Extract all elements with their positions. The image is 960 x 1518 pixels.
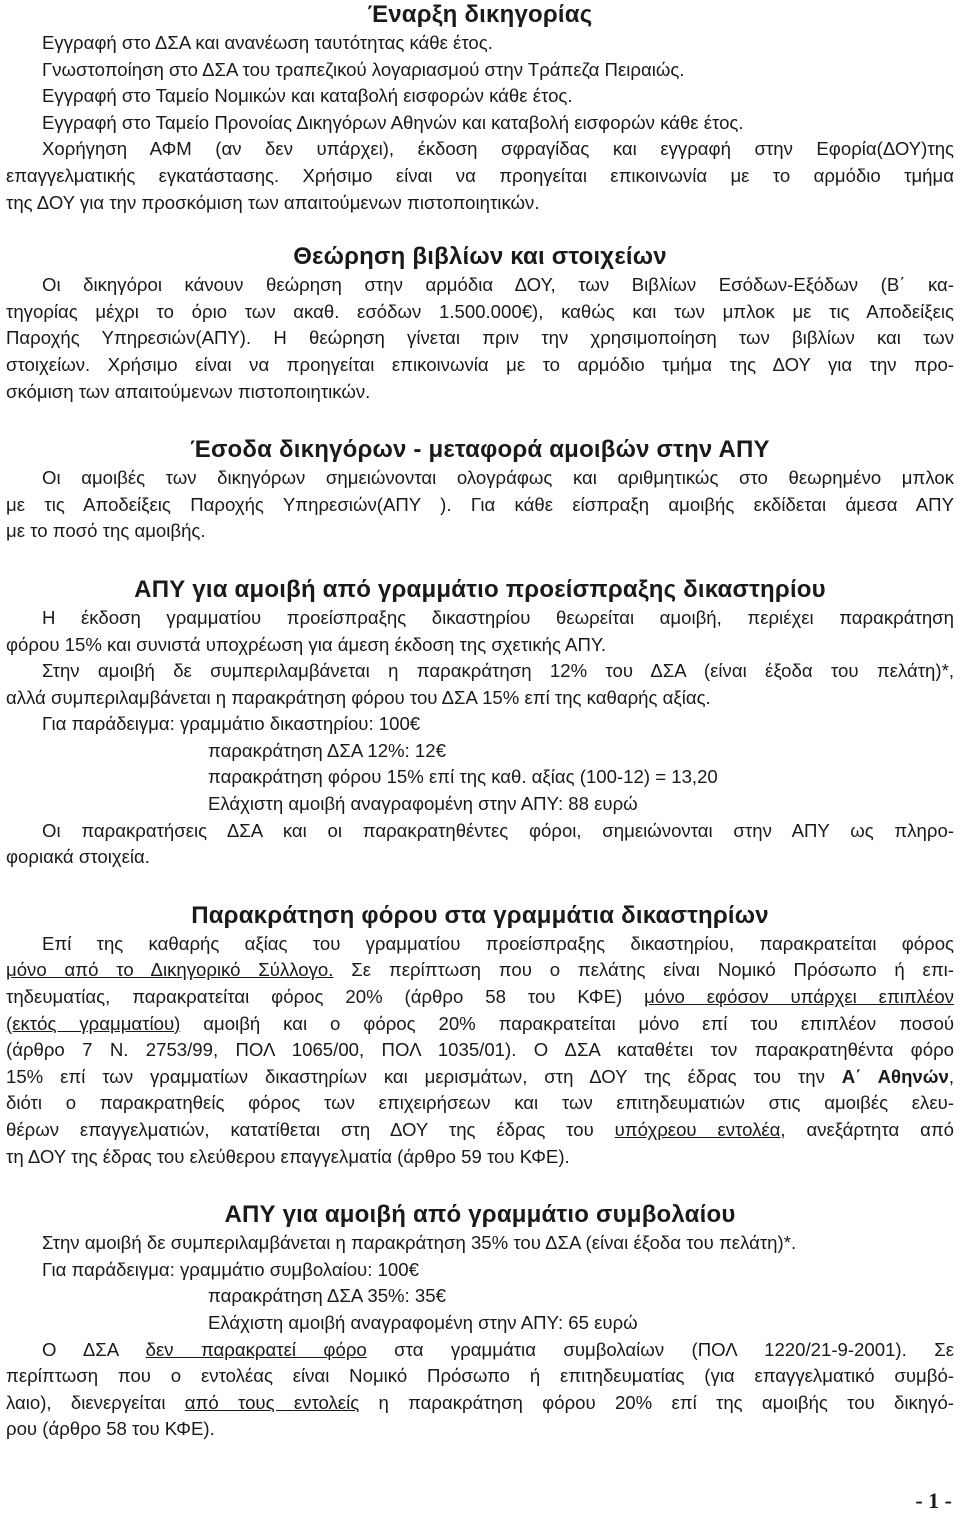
text-line: Γνωστοποίηση στο ΔΣΑ του τραπεζικού λογαριασμού στην Τράπεζα Πειραιώς. <box>42 58 685 80</box>
underlined-text: μόνο από το Δικηγορικό Σύλλογο. <box>6 959 334 981</box>
text-line <box>6 984 954 1011</box>
text-line: Οι παρακρατήσεις ΔΣΑ και οι παρακρατηθέντες φόροι, σημειώνονται στην ΑΠΥ ως πληρο- <box>42 819 954 841</box>
text-span: θέρων επαγγελματιών, κατατίθεται στη ΔΟΥ της έδρας του <box>6 1119 615 1140</box>
text-line: διότι ο παρακρατηθείς φόρος των επιχειρήσεων και των επιτηδευματιών στις αμοιβές ελευ- <box>6 1092 954 1114</box>
text-line: Οι δικηγόροι κάνουν θεώρηση στην αρμόδια ΔΟΥ, των Βιβλίων Εσόδων-Εξόδων (Β΄ κα- <box>42 274 954 296</box>
text-line <box>6 1337 954 1364</box>
text-span: αμοιβή και ο φόρος 20% παρακρατείται μόνο επί του επιπλέον ποσού <box>180 1012 954 1034</box>
heading-esoda: Έσοδα δικηγόρων - μεταφορά αμοιβών στην ΑΠΥ <box>190 436 770 464</box>
heading-apy-dikastiriou: ΑΠΥ για αμοιβή από γραμμάτιο προείσπραξης δικαστηρίου <box>134 575 826 603</box>
heading-apy-symvolaiou: ΑΠΥ για αμοιβή από γραμμάτιο συμβολαίου <box>224 1201 736 1229</box>
text-line: Εγγραφή στο Ταμείο Νομικών και καταβολή εισφορών κάθε έτος. <box>42 85 573 107</box>
text-span: 15% επί των γραμματίων δικαστηρίων και μερισμάτων, στη ΔΟΥ της έδρας του την <box>6 1065 842 1087</box>
text-line: Ελάχιστη αμοιβή αναγραφομένη στην ΑΠΥ: 65 ευρώ <box>208 1311 638 1333</box>
text-line: σκόμιση των απαιτούμενων πιστοποιητικών. <box>6 380 371 402</box>
text-line <box>6 1117 954 1144</box>
text-line: επαγγελματικής εγκατάστασης. Χρήσιμο είναι να προηγείται επικοινωνία με το αρμόδιο τμήμα <box>6 164 954 186</box>
text-line <box>6 957 954 984</box>
text-span: η παρακράτηση φόρου 20% επί της αμοιβής του δικηγό- <box>359 1391 954 1413</box>
heading-parakratisi: Παρακράτηση φόρου στα γραμμάτια δικαστηρίων <box>191 901 769 929</box>
text-span: στα γραμμάτια συμβολαίων (ΠΟΛ 1220/21-9-2001). Σε <box>366 1338 954 1360</box>
text-line: Ελάχιστη αμοιβή αναγραφομένη στην ΑΠΥ: 88 ευρώ <box>208 793 638 815</box>
underlined-text: υπόχρεου εντολέα, <box>614 1119 786 1140</box>
text-line <box>6 1390 954 1417</box>
text-line: φοριακά στοιχεία. <box>6 846 150 868</box>
text-line: με τις Αποδείξεις Παροχής Υπηρεσιών(ΑΠΥ ). Για κάθε είσπραξη αμοιβής εκδίδεται άμεσα ΑΠΥ <box>6 493 954 515</box>
text-line: με το ποσό της αμοιβής. <box>6 520 206 542</box>
text-span: λαιο), διενεργείται <box>6 1391 185 1413</box>
text-line: παρακράτηση ΔΣΑ 35%: 35€ <box>208 1285 446 1307</box>
text-line: Χορήγηση ΑΦΜ (αν δεν υπάρχει), έκδοση σφραγίδας και εγγραφή στην Εφορία(ΔΟΥ)της <box>42 138 954 160</box>
heading-theorisi: Θεώρηση βιβλίων και στοιχείων <box>293 243 667 271</box>
text-line: Επί της καθαρής αξίας του γραμματίου προείσπραξης δικαστηρίου, παρακρατείται φόρος <box>42 932 954 954</box>
text-line: ρου (άρθρο 58 του ΚΦΕ). <box>6 1418 215 1440</box>
heading-enarxi: Έναρξη δικηγορίας <box>367 1 593 28</box>
text-line: Εγγραφή στο Ταμείο Προνοίας Δικηγόρων Αθηνών και καταβολή εισφορών κάθε έτος. <box>42 111 744 133</box>
text-span: Ο ΔΣΑ <box>42 1338 146 1360</box>
underlined-text: (εκτός γραμματίου) <box>6 1012 181 1034</box>
text-span: Σε περίπτωση που ο πελάτης είναι Νομικό Πρόσωπο ή επι- <box>333 959 954 981</box>
text-line: παρακράτηση ΔΣΑ 12%: 12€ <box>208 739 446 761</box>
text-line: Οι αμοιβές των δικηγόρων σημειώνονται ολογράφως και αριθμητικώς στο θεωρημένο μπλοκ <box>42 467 954 489</box>
text-span: τηδευματίας, παρακρατείται φόρος 20% (άρθρο 58 του ΚΦΕ) <box>6 986 645 1008</box>
text-line: τη ΔΟΥ της έδρας του ελεύθερου επαγγελματία (άρθρο 59 του ΚΦΕ). <box>6 1145 570 1167</box>
text-line: (άρθρο 7 Ν. 2753/99, ΠΟΛ 1065/00, ΠΟΛ 1035/01). Ο ΔΣΑ καταθέτει τον παρακρατηθέντα φόρο <box>6 1039 954 1061</box>
page-number: - 1 - <box>915 1488 952 1513</box>
text-line: τηγορίας μέχρι το όριο των ακαθ. εσόδων 1.500.000€), καθώς και των μπλοκ με τις Αποδείξεις <box>6 300 954 322</box>
text-line: φόρου 15% και συνιστά υποχρέωση για άμεση έκδοση της σχετικής ΑΠΥ. <box>6 633 607 655</box>
text-span: ανεξάρτητα από <box>785 1119 954 1140</box>
text-line <box>6 1011 954 1038</box>
underlined-text: από τους εντολείς <box>184 1391 360 1413</box>
text-line: Παροχής Υπηρεσιών(ΑΠΥ). Η θεώρηση γίνεται πριν την χρησιμοποίηση των βιβλίων και των <box>6 327 954 349</box>
text-line: της ΔΟΥ για την προσκόμιση των απαιτούμενων πιστοποιητικών. <box>6 191 540 213</box>
underlined-text: μόνο εφόσον υπάρχει επιπλέον <box>644 986 954 1008</box>
text-line <box>6 1064 954 1091</box>
text-line: Στην αμοιβή δε συμπεριλαμβάνεται η παρακράτηση 12% του ΔΣΑ (είναι έξοδα του πελάτη)*, <box>42 660 954 682</box>
text-line: Εγγραφή στο ΔΣΑ και ανανέωση ταυτότητας κάθε έτος. <box>42 32 493 53</box>
underlined-text: δεν παρακρατεί φόρο <box>145 1338 367 1360</box>
text-line: στοιχείων. Χρήσιμο είναι να προηγείται επικοινωνία με το αρμόδιο τμήμα της ΔΟΥ για την προ- <box>6 353 954 375</box>
text-line: περίπτωση που ο εντολέας είναι Νομικό Πρόσωπο ή επιτηδευματίας (για επαγγελματικό συμβό- <box>6 1365 954 1387</box>
text-span: , <box>948 1065 954 1087</box>
text-line: Η έκδοση γραμματίου προείσπραξης δικαστηρίου θεωρείται αμοιβή, περιέχει παρακράτηση <box>42 606 954 628</box>
text-line: Για παράδειγμα: γραμμάτιο δικαστηρίου: 100€ <box>42 713 421 735</box>
text-line: αλλά συμπεριλαμβάνεται η παρακράτηση φόρου του ΔΣΑ 15% επί της καθαρής αξίας. <box>6 686 711 708</box>
text-line: παρακράτηση φόρου 15% επί της καθ. αξίας (100-12) = 13,20 <box>208 766 718 788</box>
text-line: Στην αμοιβή δε συμπεριλαμβάνεται η παρακράτηση 35% του ΔΣΑ (είναι έξοδα του πελάτη)*. <box>42 1232 797 1254</box>
text-line: Για παράδειγμα: γραμμάτιο συμβολαίου: 100€ <box>42 1258 419 1280</box>
bold-text: Α΄ Αθηνών <box>841 1065 949 1087</box>
